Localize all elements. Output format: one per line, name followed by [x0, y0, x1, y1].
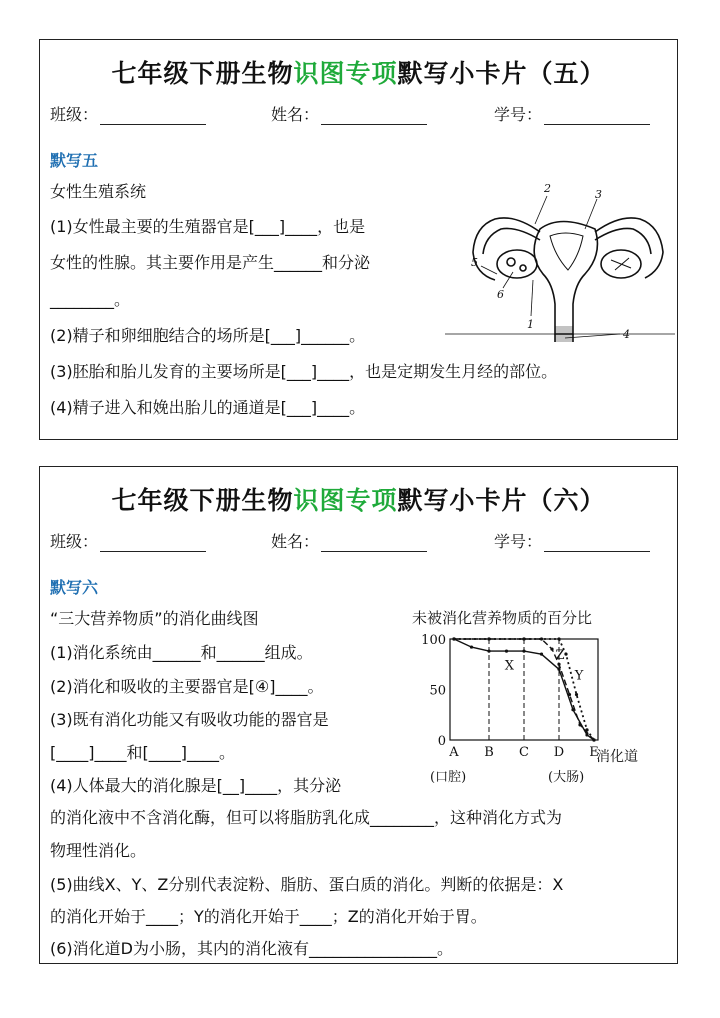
question-line: 女性的性腺。其主要作用是产生______和分泌 — [50, 253, 371, 272]
card-five — [39, 39, 678, 440]
id-label: 学号： — [494, 532, 543, 551]
figure-label-2: 2 — [544, 182, 551, 195]
figure-label-4: 4 — [623, 328, 630, 341]
card-title — [40, 481, 677, 517]
series-point-x — [522, 650, 525, 653]
question-line: [____]____和[____]____。 — [50, 743, 235, 762]
title-prefix: 七年级下册生物 — [111, 486, 294, 515]
name-label: 姓名： — [271, 532, 320, 551]
question-line: (2)精子和卵细胞结合的场所是[___]______。 — [50, 326, 366, 345]
y-tick-label: 50 — [429, 683, 446, 699]
question-line: (1)消化系统由______和______组成。 — [50, 643, 313, 662]
name-field — [271, 529, 427, 552]
x-tick-label: D — [553, 745, 565, 760]
name-blank[interactable] — [321, 537, 427, 552]
series-point-z — [550, 648, 553, 651]
series-point-z — [452, 637, 455, 640]
series-point-z — [578, 723, 581, 726]
title-highlight: 识图专项 — [293, 59, 398, 88]
card-six — [39, 466, 678, 964]
series-point-z — [592, 738, 595, 741]
vagina-shading — [555, 326, 573, 342]
question-line: (6)消化道D为小肠，其内的消化液有________________。 — [50, 939, 453, 958]
question-line: (1)女性最主要的生殖器官是[___]____，也是 — [50, 217, 366, 236]
class-field — [50, 529, 206, 552]
series-point-y — [557, 637, 560, 640]
topic-line: 女性生殖系统 — [50, 182, 147, 201]
series-label-z: Z — [555, 648, 565, 664]
question-line: 物理性消化。 — [50, 841, 147, 860]
question-line: (4)精子进入和娩出胎儿的通道是[___]____。 — [50, 398, 366, 417]
figure-label-5: 5 — [471, 256, 478, 269]
series-label-x: X — [504, 658, 515, 674]
x-axis-label: 消化道 — [596, 749, 638, 765]
x-tick-label: C — [519, 745, 529, 760]
id-label: 学号： — [494, 105, 543, 124]
id-blank[interactable] — [544, 537, 650, 552]
question-line: 的消化液中不含消化酶，但可以将脂肪乳化成________，这种消化方式为 — [50, 808, 563, 827]
id-field — [494, 102, 650, 125]
female-reproductive-system-figure — [445, 174, 675, 344]
figure-label-6: 6 — [497, 288, 504, 301]
series-point-z — [522, 637, 525, 640]
topic-line: “三大营养物质”的消化曲线图 — [50, 609, 259, 628]
name-field — [271, 102, 427, 125]
id-field — [494, 529, 650, 552]
class-label: 班级： — [50, 532, 99, 551]
name-label: 姓名： — [271, 105, 320, 124]
category-note-e: (大肠) — [548, 770, 585, 785]
series-point-x — [470, 645, 473, 648]
question-line: (3)既有消化功能又有吸收功能的器官是 — [50, 710, 329, 729]
category-note-a: (口腔) — [430, 770, 467, 785]
class-blank[interactable] — [100, 537, 206, 552]
question-line: (2)消化和吸收的主要器官是[④]____。 — [50, 677, 324, 696]
y-tick-label: 100 — [421, 633, 446, 648]
question-line: (3)胚胎和胎儿发育的主要场所是[___]____，也是定期发生月经的部位。 — [50, 362, 558, 381]
class-label: 班级： — [50, 105, 99, 124]
question-line: 的消化开始于____；Y的消化开始于____；Z的消化开始于胃。 — [50, 907, 487, 926]
class-field — [50, 102, 206, 125]
title-suffix: 默写小卡片（六） — [397, 486, 606, 515]
figure-label-3: 3 — [595, 188, 602, 201]
section-heading: 默写六 — [50, 578, 99, 597]
id-blank[interactable] — [544, 110, 650, 125]
question-line: ________。 — [50, 290, 131, 309]
series-point-x — [540, 653, 543, 656]
student-info-row — [50, 102, 667, 126]
x-tick-label: A — [449, 745, 459, 760]
x-tick-label: B — [484, 745, 494, 760]
title-highlight: 识图专项 — [293, 486, 398, 515]
card-title — [40, 54, 677, 90]
series-point-y — [564, 653, 567, 656]
x-tick-label: E — [589, 745, 599, 760]
class-blank[interactable] — [100, 110, 206, 125]
series-point-x — [505, 650, 508, 653]
digestion-curve-chart — [408, 605, 672, 795]
series-point-z — [568, 693, 571, 696]
y-tick-label: 0 — [437, 734, 446, 749]
series-label-y: Y — [574, 668, 584, 684]
title-suffix: 默写小卡片（五） — [397, 59, 606, 88]
section-heading: 默写五 — [50, 151, 99, 170]
name-blank[interactable] — [321, 110, 427, 125]
series-point-x — [487, 650, 490, 653]
title-prefix: 七年级下册生物 — [111, 59, 294, 88]
question-line: (4)人体最大的消化腺是[__]____，其分泌 — [50, 776, 342, 795]
series-point-y — [575, 693, 578, 696]
series-point-z — [487, 637, 490, 640]
series-point-z — [540, 637, 543, 640]
question-line: (5)曲线X、Y、Z分别代表淀粉、脂肪、蛋白质的消化。判断的依据是：X — [50, 875, 564, 894]
figure-label-1: 1 — [527, 318, 534, 331]
chart-title: 未被消化营养物质的百分比 — [412, 609, 593, 627]
student-info-row — [50, 529, 667, 553]
